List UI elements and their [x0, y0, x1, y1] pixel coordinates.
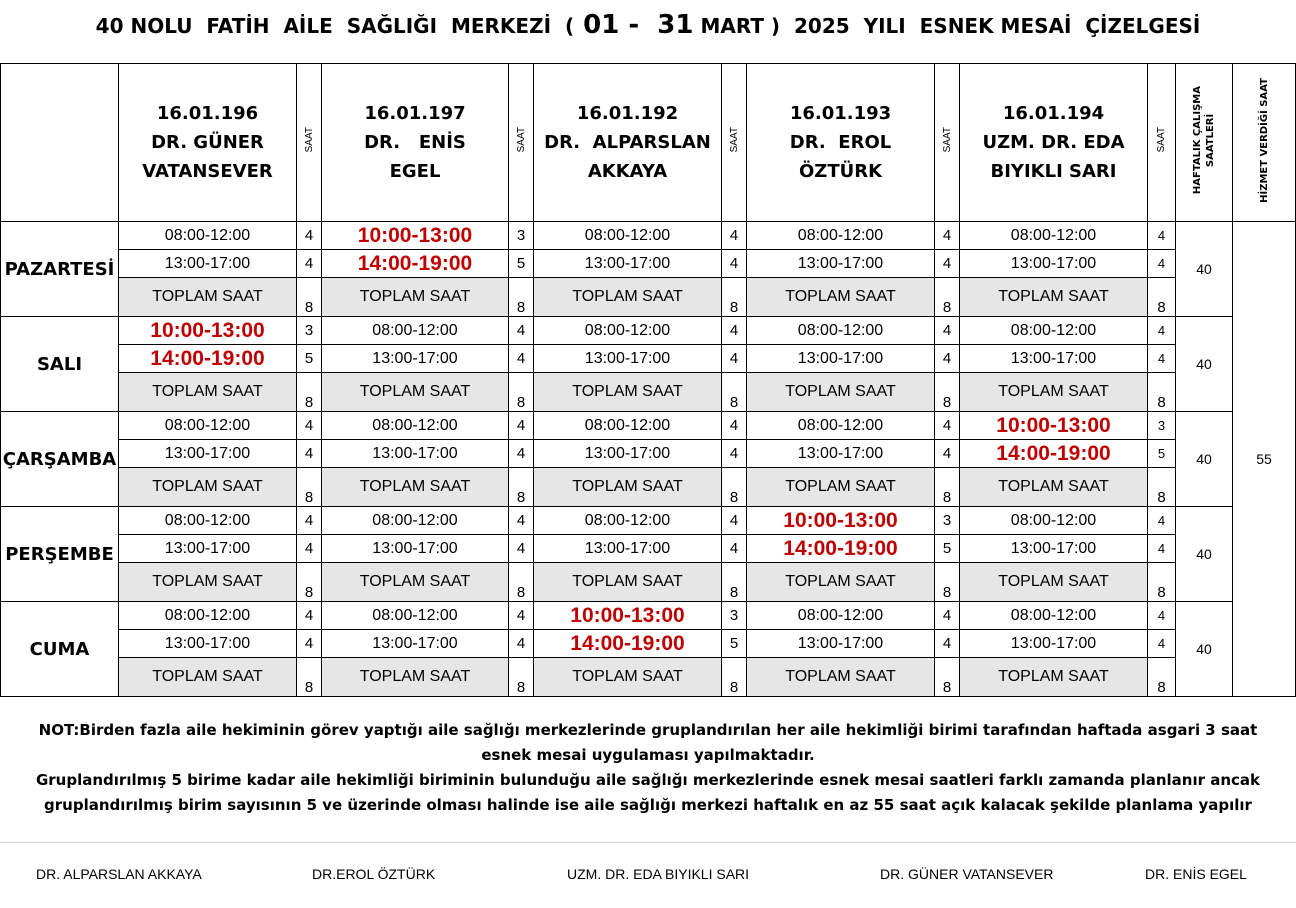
time-slot: 13:00-17:00 [747, 440, 935, 468]
table-row [1, 278, 1296, 317]
total-hours: 8 [935, 373, 960, 412]
time-slot: 13:00-17:00 [119, 630, 297, 658]
note [18, 718, 1278, 818]
time-slot: 13:00-17:00 [322, 440, 509, 468]
service-hours: 55 [1233, 222, 1296, 697]
total-label: TOPLAM SAAT [119, 278, 297, 317]
flex-time-slot: 14:00-19:00 [960, 440, 1148, 468]
saat-header [1148, 64, 1176, 222]
table-row [1, 250, 1296, 278]
total-label: TOPLAM SAAT [747, 468, 935, 507]
flex-time-slot: 10:00-13:00 [119, 317, 297, 345]
doctor-name-line-2: EGEL [389, 161, 441, 182]
time-slot: 13:00-17:00 [119, 535, 297, 563]
doctor-name-line-1: DR. GÜNER [151, 132, 264, 153]
day-name: PAZARTESİ [1, 222, 119, 317]
flex-time-slot: 14:00-19:00 [747, 535, 935, 563]
doctor-name-line-1: DR. EROL [789, 132, 892, 153]
slot-hours: 4 [297, 507, 322, 535]
slot-hours: 4 [509, 440, 534, 468]
time-slot: 08:00-12:00 [534, 507, 722, 535]
time-slot: 08:00-12:00 [747, 222, 935, 250]
time-slot: 13:00-17:00 [960, 535, 1148, 563]
note-line-2: Gruplandırılmış 5 birime kadar aile hekimliği biriminin bulunduğu aile sağlığı merkezlerinde esnek mesai saatleri farklı zamanda planlanır ancak gruplandırılmış birim sayısının 5 ve üzerinde olması halinde ise aile sağlığı merkezi haftalık en az 55 saat açık kalacak şekilde planlama yapılır [35, 771, 1261, 814]
time-slot: 13:00-17:00 [534, 440, 722, 468]
doctor-header [747, 64, 935, 222]
slot-hours: 4 [722, 535, 747, 563]
slot-hours: 5 [722, 630, 747, 658]
weekly-hours-header [1176, 64, 1233, 222]
slot-hours: 4 [935, 345, 960, 373]
saat-header [297, 64, 322, 222]
total-label: TOPLAM SAAT [322, 563, 509, 602]
doctor-code: 16.01.197 [364, 103, 466, 124]
total-hours: 8 [297, 468, 322, 507]
table-row [1, 468, 1296, 507]
day-name: PERŞEMBE [1, 507, 119, 602]
slot-hours: 4 [935, 602, 960, 630]
slot-hours: 4 [722, 317, 747, 345]
slot-hours: 5 [297, 345, 322, 373]
total-hours: 8 [722, 468, 747, 507]
total-hours: 8 [1148, 658, 1176, 697]
slot-hours: 4 [297, 222, 322, 250]
slot-hours: 4 [935, 630, 960, 658]
total-hours: 8 [509, 563, 534, 602]
time-slot: 13:00-17:00 [534, 250, 722, 278]
slot-hours: 4 [935, 317, 960, 345]
time-slot: 13:00-17:00 [119, 250, 297, 278]
total-label: TOPLAM SAAT [747, 278, 935, 317]
total-hours: 8 [509, 373, 534, 412]
signature-1: DR. ALPARSLAN AKKAYA [36, 866, 202, 882]
note-line-1: NOT:Birden fazla aile hekiminin görev yaptığı aile sağlığı merkezlerinde gruplandırılan her aile hekimliği birimi tarafından haftada asgari 3 saat esnek mesai uygulaması yapılmaktadır. [38, 721, 1258, 764]
slot-hours: 4 [1148, 507, 1176, 535]
total-label: TOPLAM SAAT [534, 278, 722, 317]
time-slot: 08:00-12:00 [322, 602, 509, 630]
slot-hours: 4 [1148, 250, 1176, 278]
slot-hours: 4 [722, 345, 747, 373]
weekly-hours: 40 [1176, 412, 1233, 507]
time-slot: 13:00-17:00 [747, 250, 935, 278]
day-name: ÇARŞAMBA [1, 412, 119, 507]
table-row [1, 345, 1296, 373]
time-slot: 08:00-12:00 [119, 507, 297, 535]
table-row [1, 658, 1296, 697]
doctor-header [322, 64, 509, 222]
time-slot: 08:00-12:00 [960, 507, 1148, 535]
time-slot: 08:00-12:00 [747, 602, 935, 630]
total-hours: 8 [297, 373, 322, 412]
doctor-name-line-2: ÖZTÜRK [798, 161, 883, 182]
slot-hours: 4 [935, 412, 960, 440]
total-hours: 8 [935, 563, 960, 602]
saat-label: SAAT [1156, 127, 1167, 153]
total-hours: 8 [1148, 468, 1176, 507]
total-hours: 8 [297, 563, 322, 602]
total-label: TOPLAM SAAT [747, 563, 935, 602]
time-slot: 13:00-17:00 [747, 630, 935, 658]
time-slot: 08:00-12:00 [534, 222, 722, 250]
table-row [1, 563, 1296, 602]
time-slot: 13:00-17:00 [747, 345, 935, 373]
doctor-code: 16.01.192 [576, 103, 679, 124]
total-hours: 8 [722, 658, 747, 697]
total-hours: 8 [509, 468, 534, 507]
total-label: TOPLAM SAAT [119, 658, 297, 697]
day-name: CUMA [1, 602, 119, 697]
slot-hours: 4 [935, 440, 960, 468]
time-slot: 13:00-17:00 [119, 440, 297, 468]
total-label: TOPLAM SAAT [534, 468, 722, 507]
service-hours-label: HİZMET VERDİĞİ SAAT [1258, 77, 1270, 203]
slot-hours: 4 [509, 507, 534, 535]
total-label: TOPLAM SAAT [322, 658, 509, 697]
weekly-hours: 40 [1176, 222, 1233, 317]
doctor-name-line-1: UZM. DR. EDA [982, 132, 1125, 153]
time-slot: 13:00-17:00 [534, 535, 722, 563]
total-hours: 8 [722, 278, 747, 317]
page-title: 40 NOLU FATİH AİLE SAĞLIĞI MERKEZİ ( 01 - 31 MART ) 2025 YILI ESNEK MESAİ ÇİZELGESİ [95, 10, 1201, 40]
total-label: TOPLAM SAAT [960, 468, 1148, 507]
slot-hours: 4 [1148, 630, 1176, 658]
flex-time-slot: 14:00-19:00 [119, 345, 297, 373]
saat-header [935, 64, 960, 222]
total-label: TOPLAM SAAT [534, 373, 722, 412]
total-hours: 8 [722, 563, 747, 602]
total-hours: 8 [935, 278, 960, 317]
slot-hours: 4 [1148, 317, 1176, 345]
doctor-header [119, 64, 297, 222]
table-row [1, 602, 1296, 630]
slot-hours: 3 [297, 317, 322, 345]
total-hours: 8 [509, 278, 534, 317]
flex-time-slot: 10:00-13:00 [960, 412, 1148, 440]
doctor-name-line-2: AKKAYA [587, 161, 668, 182]
slot-hours: 4 [722, 412, 747, 440]
slot-hours: 4 [1148, 222, 1176, 250]
saat-label: SAAT [728, 127, 740, 153]
time-slot: 08:00-12:00 [747, 412, 935, 440]
slot-hours: 4 [1148, 602, 1176, 630]
weekly-hours: 40 [1176, 507, 1233, 602]
weekly-hours-label [1191, 86, 1217, 194]
total-hours: 8 [1148, 563, 1176, 602]
time-slot: 13:00-17:00 [960, 630, 1148, 658]
doctor-name-line-1: DR. ALPARSLAN [544, 132, 711, 153]
table-row [1, 317, 1296, 345]
slot-hours: 3 [509, 222, 534, 250]
slot-hours: 4 [509, 535, 534, 563]
slot-hours: 4 [297, 602, 322, 630]
schedule-table [0, 63, 1296, 697]
day-name: SALI [1, 317, 119, 412]
total-hours: 8 [1148, 373, 1176, 412]
doctor-name-line-2: VATANSEVER [142, 161, 273, 182]
slot-hours: 5 [509, 250, 534, 278]
time-slot: 13:00-17:00 [534, 345, 722, 373]
signature-2: DR.EROL ÖZTÜRK [312, 866, 436, 882]
time-slot: 08:00-12:00 [119, 412, 297, 440]
time-slot: 08:00-12:00 [119, 222, 297, 250]
saat-header [509, 64, 534, 222]
total-label: TOPLAM SAAT [534, 658, 722, 697]
slot-hours: 4 [297, 250, 322, 278]
total-label: TOPLAM SAAT [119, 373, 297, 412]
slot-hours: 4 [509, 630, 534, 658]
slot-hours: 4 [722, 222, 747, 250]
time-slot: 08:00-12:00 [119, 602, 297, 630]
total-label: TOPLAM SAAT [322, 278, 509, 317]
time-slot: 13:00-17:00 [960, 250, 1148, 278]
total-label: TOPLAM SAAT [322, 468, 509, 507]
total-hours: 8 [297, 278, 322, 317]
time-slot: 08:00-12:00 [322, 317, 509, 345]
total-hours: 8 [722, 373, 747, 412]
table-row [1, 222, 1296, 250]
time-slot: 13:00-17:00 [960, 345, 1148, 373]
flex-time-slot: 10:00-13:00 [534, 602, 722, 630]
saat-label: SAAT [303, 127, 315, 153]
total-hours: 8 [509, 658, 534, 697]
slot-hours: 3 [935, 507, 960, 535]
doctor-code: 16.01.194 [1002, 103, 1105, 124]
time-slot: 08:00-12:00 [534, 412, 722, 440]
total-hours: 8 [1148, 278, 1176, 317]
table-row [1, 412, 1296, 440]
time-slot: 08:00-12:00 [960, 222, 1148, 250]
slot-hours: 4 [722, 440, 747, 468]
weekly-hours-label-1: HAFTALIK ÇALIŞMA [1192, 85, 1203, 195]
time-slot: 13:00-17:00 [322, 535, 509, 563]
table-row [1, 373, 1296, 412]
slot-hours: 4 [722, 507, 747, 535]
time-slot: 13:00-17:00 [322, 630, 509, 658]
corner-cell [1, 64, 119, 222]
slot-hours: 4 [1148, 535, 1176, 563]
total-hours: 8 [297, 658, 322, 697]
signature-3: UZM. DR. EDA BIYIKLI SARI [567, 866, 750, 882]
total-hours: 8 [935, 658, 960, 697]
flex-time-slot: 10:00-13:00 [322, 222, 509, 250]
slot-hours: 4 [297, 535, 322, 563]
signature-5: DR. ENİS EGEL [1145, 866, 1247, 882]
time-slot: 08:00-12:00 [322, 507, 509, 535]
slot-hours: 5 [935, 535, 960, 563]
slot-hours: 4 [509, 412, 534, 440]
flex-time-slot: 10:00-13:00 [747, 507, 935, 535]
table-row [1, 535, 1296, 563]
time-slot: 08:00-12:00 [322, 412, 509, 440]
doctor-code: 16.01.193 [789, 103, 892, 124]
doctor-header [534, 64, 722, 222]
table-row [1, 630, 1296, 658]
saat-header [722, 64, 747, 222]
time-slot: 08:00-12:00 [960, 602, 1148, 630]
slot-hours: 3 [722, 602, 747, 630]
time-slot: 08:00-12:00 [747, 317, 935, 345]
table-row [1, 440, 1296, 468]
saat-label: SAAT [515, 127, 527, 153]
doctor-header [960, 64, 1148, 222]
total-label: TOPLAM SAAT [960, 373, 1148, 412]
flex-time-slot: 14:00-19:00 [322, 250, 509, 278]
doctor-code: 16.01.196 [156, 103, 259, 124]
weekly-hours-label-2: SAATLERİ [1205, 113, 1216, 167]
saat-label: SAAT [941, 127, 953, 153]
slot-hours: 4 [722, 250, 747, 278]
total-hours: 8 [935, 468, 960, 507]
flex-time-slot: 14:00-19:00 [534, 630, 722, 658]
weekly-hours: 40 [1176, 317, 1233, 412]
table-row [1, 507, 1296, 535]
slot-hours: 4 [509, 602, 534, 630]
total-label: TOPLAM SAAT [322, 373, 509, 412]
total-label: TOPLAM SAAT [119, 468, 297, 507]
time-slot: 08:00-12:00 [960, 317, 1148, 345]
slot-hours: 4 [935, 250, 960, 278]
service-hours-header [1233, 64, 1296, 222]
total-label: TOPLAM SAAT [534, 563, 722, 602]
slot-hours: 4 [509, 345, 534, 373]
total-label: TOPLAM SAAT [747, 658, 935, 697]
weekly-hours: 40 [1176, 602, 1233, 697]
divider [0, 842, 1296, 843]
slot-hours: 3 [1148, 412, 1176, 440]
doctor-name-line-1: DR. ENİS [364, 132, 466, 153]
slot-hours: 5 [1148, 440, 1176, 468]
total-label: TOPLAM SAAT [119, 563, 297, 602]
total-label: TOPLAM SAAT [960, 563, 1148, 602]
slot-hours: 4 [297, 412, 322, 440]
slot-hours: 4 [935, 222, 960, 250]
slot-hours: 4 [297, 630, 322, 658]
signature-4: DR. GÜNER VATANSEVER [880, 866, 1054, 882]
total-label: TOPLAM SAAT [747, 373, 935, 412]
doctor-name-line-2: BIYIKLI SARI [990, 161, 1117, 182]
time-slot: 13:00-17:00 [322, 345, 509, 373]
slot-hours: 4 [509, 317, 534, 345]
total-label: TOPLAM SAAT [960, 278, 1148, 317]
time-slot: 08:00-12:00 [534, 317, 722, 345]
slot-hours: 4 [1148, 345, 1176, 373]
slot-hours: 4 [297, 440, 322, 468]
total-label: TOPLAM SAAT [960, 658, 1148, 697]
